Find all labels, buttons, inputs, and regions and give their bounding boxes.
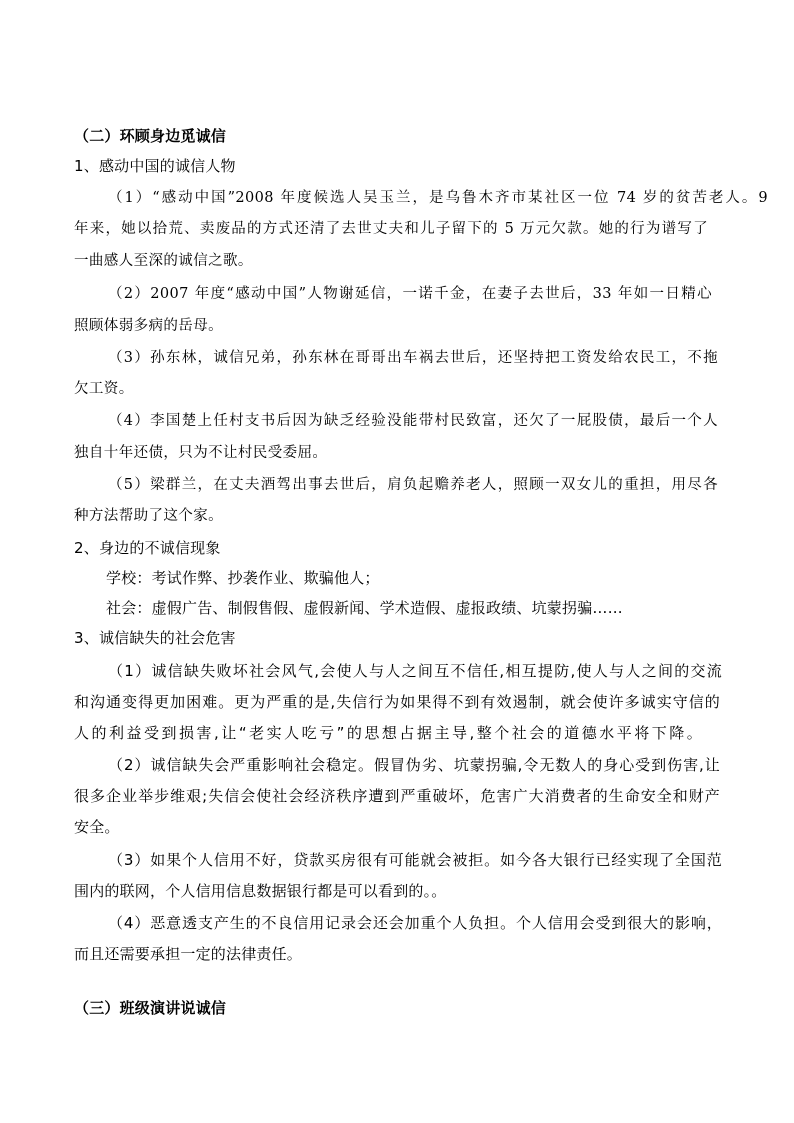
paragraph-1-1-line-1: （1）“感动中国”2008 年度候选人吴玉兰，是乌鲁木齐市某社区一位 74 岁的贫苦老人。9 (108, 190, 768, 206)
subheading-1: 1、感动中国的诚信人物 (74, 157, 236, 175)
paragraph-1-5-line-1: （5）梁群兰，在丈夫酒驾出事去世后，肩负起赡养老人，照顾一双女儿的重担，用尽各 (108, 477, 718, 493)
paragraph-1-4-line-1: （4）李国楚上任村支书后因为缺乏经验没能带村民致富，还欠了一屁股债，最后一个人 (108, 413, 718, 429)
paragraph-1-2-line-2: 照顾体弱多病的岳母。 (74, 318, 223, 334)
paragraph-1-4-line-2: 独自十年还债，只为不让村民受委屈。 (74, 445, 328, 461)
paragraph-1-3-line-2: 欠工资。 (74, 381, 134, 397)
section-heading-3: （三）班级演讲说诚信 (74, 999, 227, 1017)
paragraph-3-2-line-3: 安全。 (74, 818, 120, 836)
paragraph-1-2-line-1: （2）2007 年度“感动中国”人物谢延信，一诺千金，在妻子去世后，33 年如一日精心 (108, 286, 712, 302)
school-phenomena: 学校：考试作弊、抄袭作业、欺骗他人； (106, 569, 380, 587)
paragraph-1-3-line-1: （3）孙东林，诚信兄弟，孙东林在哥哥出车祸去世后，还坚持把工资发给农民工，不拖 (108, 350, 718, 366)
section-heading-2: （二）环顾身边觅诚信 (74, 127, 227, 145)
paragraph-3-2-line-2: 很多企业举步维艰;失信会使社会经济秩序遭到严重破坏，危害广大消费者的生命安全和财产 (74, 787, 720, 805)
paragraph-3-3-line-1: （3）如果个人信用不好，贷款买房很有可能就会被拒。如今各大银行已经实现了全国范 (108, 851, 722, 869)
paragraph-3-1-line-2: 和沟通变得更加困难。更为严重的是,失信行为如果得不到有效遏制，就会使许多诚实守信的 (74, 693, 720, 711)
subheading-3: 3、诚信缺失的社会危害 (74, 629, 236, 647)
paragraph-3-3-line-2: 围内的联网，个人信用信息数据银行都是可以看到的。。 (74, 882, 447, 900)
paragraph-1-1-line-2: 年来，她以拾荒、卖废品的方式还清了去世丈夫和儿子留下的 5 万元欠款。她的行为谱写了 (74, 221, 708, 237)
paragraph-1-1-line-3: 一曲感人至深的诚信之歌。 (74, 253, 253, 269)
society-phenomena: 社会：虚假广告、制假售假、虚假新闻、学术造假、虚报政绩、坑蒙拐骗…… (106, 599, 623, 617)
paragraph-3-4-line-1: （4）恶意透支产生的不良信用记录会还会加重个人负担。个人信用会受到很大的影响， (108, 914, 722, 932)
paragraph-3-1-line-1: （1）诚信缺失败坏社会风气,会使人与人之间互不信任,相互提防,使人与人之间的交流 (108, 662, 722, 680)
subheading-2: 2、身边的不诚信现象 (74, 539, 221, 557)
paragraph-3-4-line-2: 而且还需要承担一定的法律责任。 (74, 945, 303, 963)
paragraph-3-2-line-1: （2）诚信缺失会严重影响社会稳定。假冒伪劣、坑蒙拐骗,令无数人的身心受到伤害,让 (108, 756, 720, 774)
paragraph-3-1-line-3: 人的利益受到损害,让“老实人吃亏”的思想占据主导,整个社会的道德水平将下降。 (74, 724, 702, 742)
paragraph-1-5-line-2: 种方法帮助了这个家。 (74, 508, 223, 524)
